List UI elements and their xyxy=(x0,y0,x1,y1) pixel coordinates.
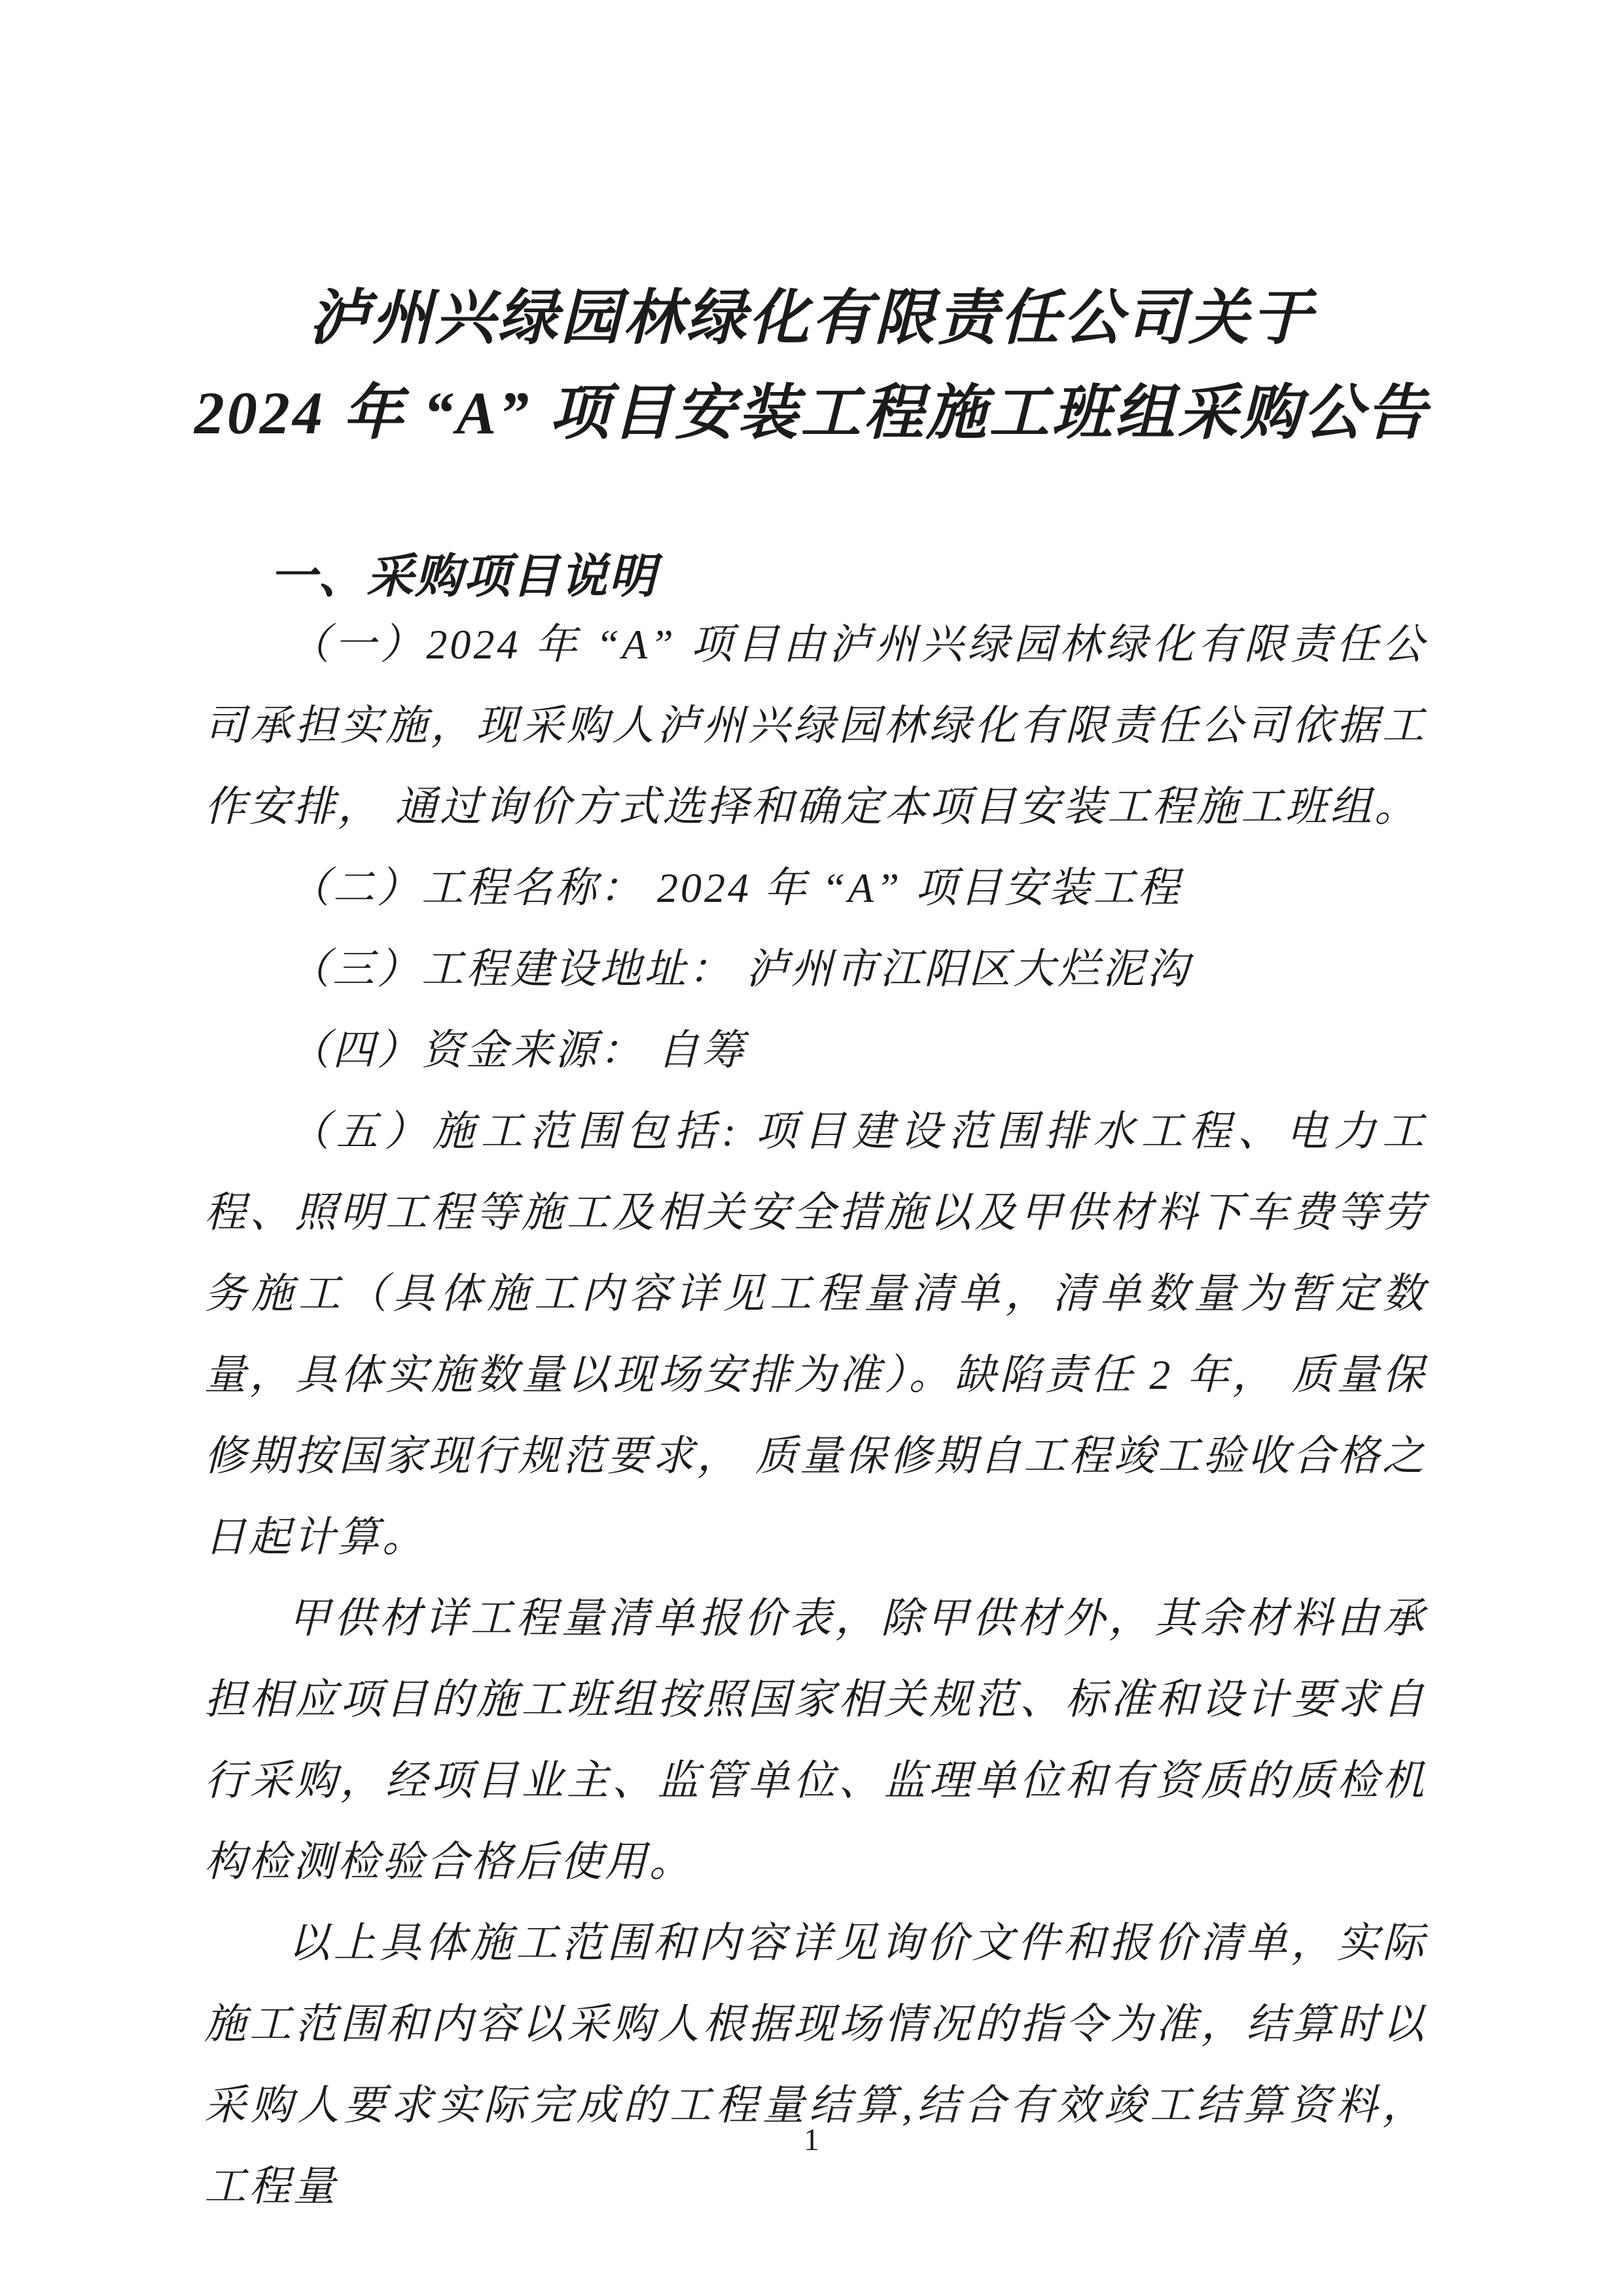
document-title-line-2: 2024 年 “A” 项目安装工程施工班组采购公告 xyxy=(194,380,1429,446)
paragraph-item-5: （五）施工范围包括: 项目建设范围排水工程、电力工程、照明工程等施工及相关安全措施以及甲供材料下车费等劳务施工（具体施工内容详见工程量清单，清单数量为暂定数量，具体实施数量以现场安排为准）。缺陷责任 2 年， 质量保修期按国家现行规范要求， 质量保修期自工程竣工验收合格之日起计算。 xyxy=(204,1108,1427,1560)
paragraph-item-1: （一）2024 年 “A” 项目由泸州兴绿园林绿化有限责任公司承担实施，现采购人泸州兴绿园林绿化有限责任公司依据工作安排， 通过询价方式选择和确定本项目安装工程施工班组。 xyxy=(204,621,1427,830)
paragraph-supplied-materials: 甲供材详工程量清单报价表，除甲供材外，其余材料由承担相应项目的施工班组按照国家相关规范、标准和设计要求自行采购，经项目业主、监管单位、监理单位和有资质的质检机构检测检验合格后使用。 xyxy=(204,1595,1427,1885)
document-title-line-1: 泸州兴绿园林绿化有限责任公司关于 xyxy=(308,285,1314,351)
section-heading-procurement-description: 一、采购项目说明 xyxy=(270,550,658,603)
page-number: 1 xyxy=(804,2123,819,2157)
paragraph-item-4: （四）资金来源： 自筹 xyxy=(288,1027,746,1073)
paragraph-scope-settlement: 以上具体施工范围和内容详见询价文件和报价清单，实际施工范围和内容以采购人根据现场情况的指令为准，结算时以采购人要求实际完成的工程量结算,结合有效竣工结算资料， 工程量 xyxy=(204,1920,1427,2210)
paragraph-item-3: （三）工程建设地址： 泸州市江阳区大烂泥沟 xyxy=(288,946,1191,992)
document-title xyxy=(0,271,1623,461)
paragraph-item-2: （二）工程名称： 2024 年 “A” 项目安装工程 xyxy=(288,865,1183,911)
document-body xyxy=(204,604,1427,2227)
